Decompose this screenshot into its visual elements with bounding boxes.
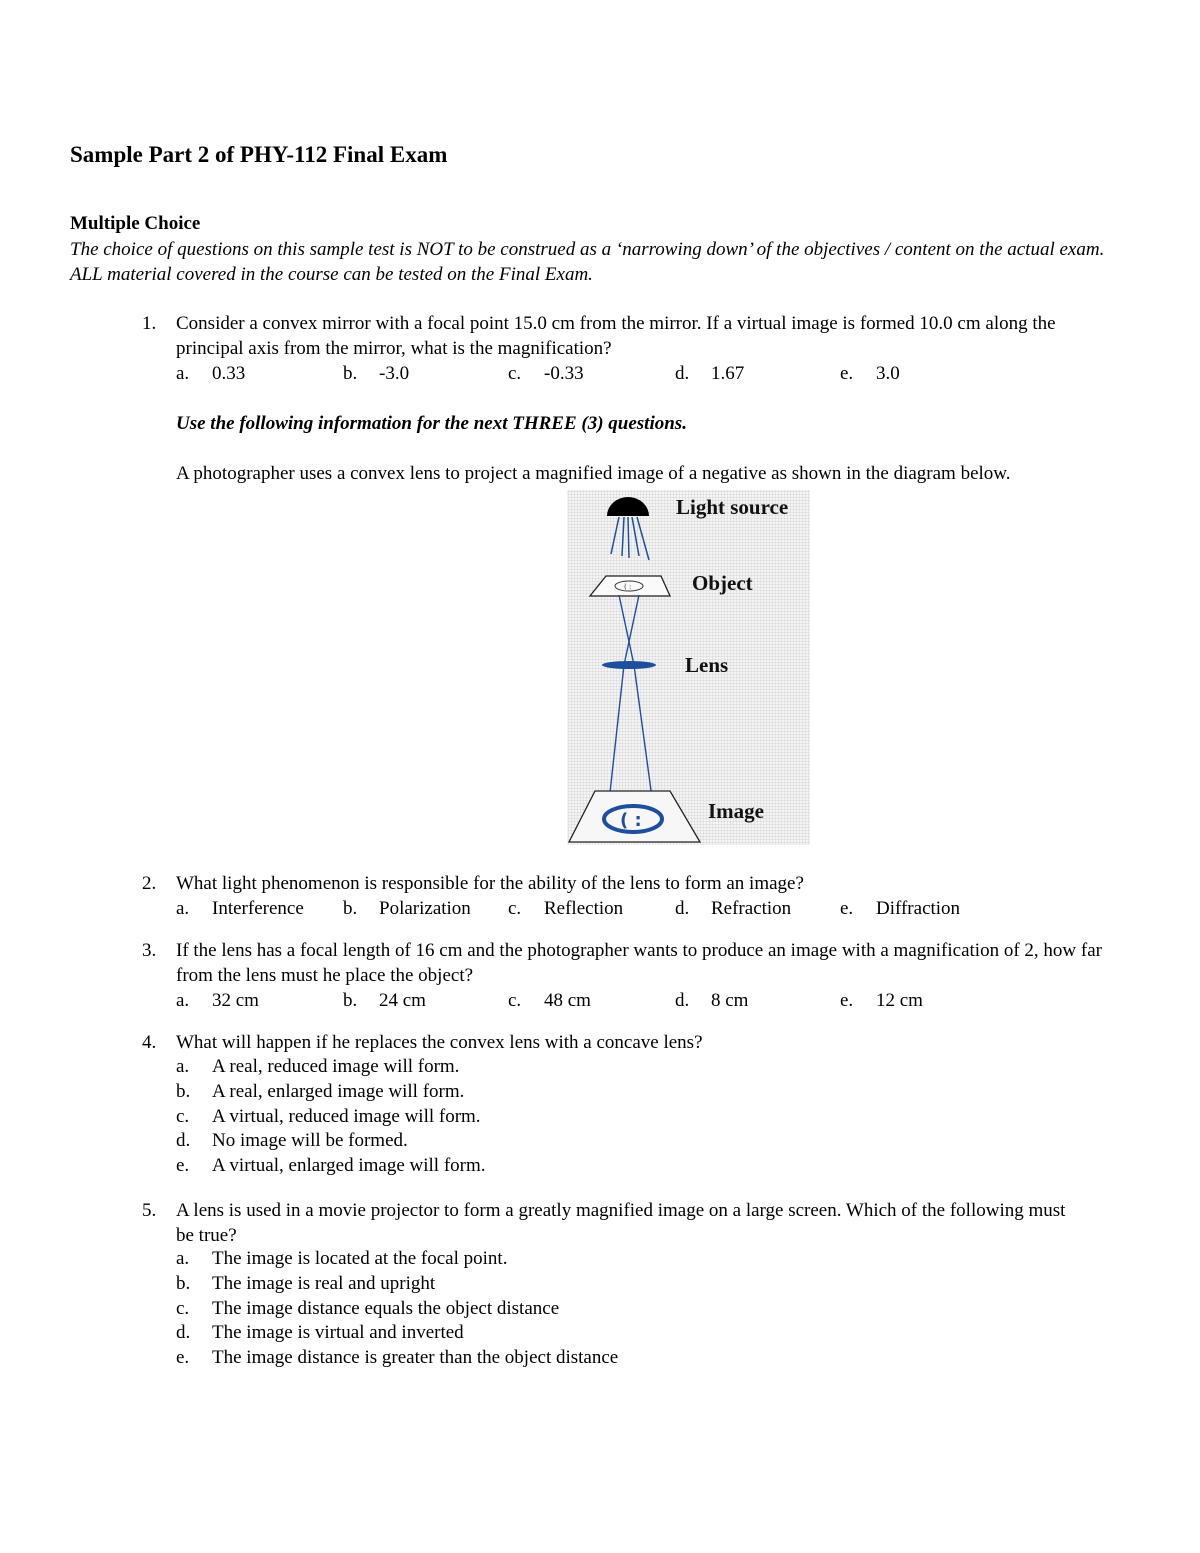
answer-option: c. A virtual, reduced image will form.	[176, 1105, 481, 1127]
shared-instruction: Use the following information for the next THREE (3) questions.	[176, 413, 687, 434]
svg-text:( :: ( :	[620, 810, 642, 831]
answer-option: c. The image distance equals the object distance	[176, 1297, 560, 1319]
answer-option: a. The image is located at the focal point.	[176, 1248, 508, 1269]
question-2-text: What light phenomenon is responsible for the ability of the lens to form an image?	[176, 873, 804, 894]
label-lens: Lens	[685, 653, 729, 677]
answer-option: d. No image will be formed.	[176, 1130, 408, 1152]
question-2-number: 2.	[142, 873, 157, 894]
projection-rays	[607, 595, 655, 820]
answer-option: a. 0.33	[176, 363, 246, 384]
question-1-options	[176, 361, 1076, 386]
question-5-number: 5.	[142, 1200, 157, 1221]
question-3-options	[176, 988, 1076, 1013]
question-3-text: If the lens has a focal length of 16 cm and the photographer wants to produce an image with a magnification of 2, how far from the lens must he place the object?	[176, 940, 1102, 986]
answer-option: c. Reflection	[508, 898, 624, 919]
question-3-number: 3.	[142, 940, 157, 961]
answer-option: e. 12 cm	[840, 990, 923, 1011]
question-2-options	[176, 896, 1076, 921]
question-5-text: A lens is used in a movie projector to form a greatly magnified image on a large screen. Which of the following must be true?	[176, 1200, 1066, 1246]
answer-option: e. The image distance is greater than the object distance	[176, 1347, 619, 1369]
answer-option: b. The image is real and upright	[176, 1272, 436, 1294]
answer-option: d. 1.67	[675, 363, 745, 384]
answer-option: e. 3.0	[840, 363, 900, 384]
label-object: Object	[692, 571, 753, 595]
scenario-text: A photographer uses a convex lens to project a magnified image of a negative as shown in the diagram below.	[176, 463, 1011, 484]
source-rays	[611, 517, 649, 560]
disclaimer-note: The choice of questions on this sample test is NOT to be construed as a ‘narrowing down’ of the objectives / content on the actual exam. ALL material covered in the course can be tested on the Final Exam.	[70, 239, 1105, 285]
question-4-options	[176, 1055, 1076, 1179]
convex-lens	[602, 661, 656, 669]
lens-projection-diagram	[567, 490, 810, 845]
answer-option: a. Interference	[176, 898, 304, 919]
answer-option: c. -0.33	[508, 363, 584, 384]
answer-option: e. A virtual, enlarged image will form.	[176, 1155, 486, 1177]
answer-option: b. Polarization	[343, 898, 471, 919]
answer-option: a. A real, reduced image will form.	[176, 1056, 460, 1077]
answer-option: e. Diffraction	[840, 898, 961, 919]
answer-option: b. -3.0	[343, 363, 410, 384]
svg-text:( :: ( :	[624, 583, 632, 591]
answer-option: d. Refraction	[675, 898, 792, 919]
answer-option: b. A real, enlarged image will form.	[176, 1080, 465, 1102]
label-light-source: Light source	[676, 495, 789, 519]
question-4-number: 4.	[142, 1032, 157, 1053]
question-5-options	[176, 1247, 1076, 1371]
answer-option: d. 8 cm	[675, 990, 749, 1011]
answer-option: c. 48 cm	[508, 990, 591, 1011]
question-1-text: Consider a convex mirror with a focal point 15.0 cm from the mirror. If a virtual image is formed 10.0 cm along the principal axis from the mirror, what is the magnification?	[176, 313, 1056, 359]
answer-option: a. 32 cm	[176, 990, 259, 1011]
page-title: Sample Part 2 of PHY-112 Final Exam	[70, 142, 448, 167]
label-image: Image	[708, 799, 764, 823]
question-4-text: What will happen if he replaces the convex lens with a concave lens?	[176, 1032, 703, 1053]
question-1-number: 1.	[142, 313, 157, 334]
answer-option: b. 24 cm	[343, 990, 426, 1011]
light-source-lamp	[607, 497, 649, 516]
answer-option: d. The image is virtual and inverted	[176, 1322, 464, 1344]
section-heading: Multiple Choice	[70, 213, 201, 234]
